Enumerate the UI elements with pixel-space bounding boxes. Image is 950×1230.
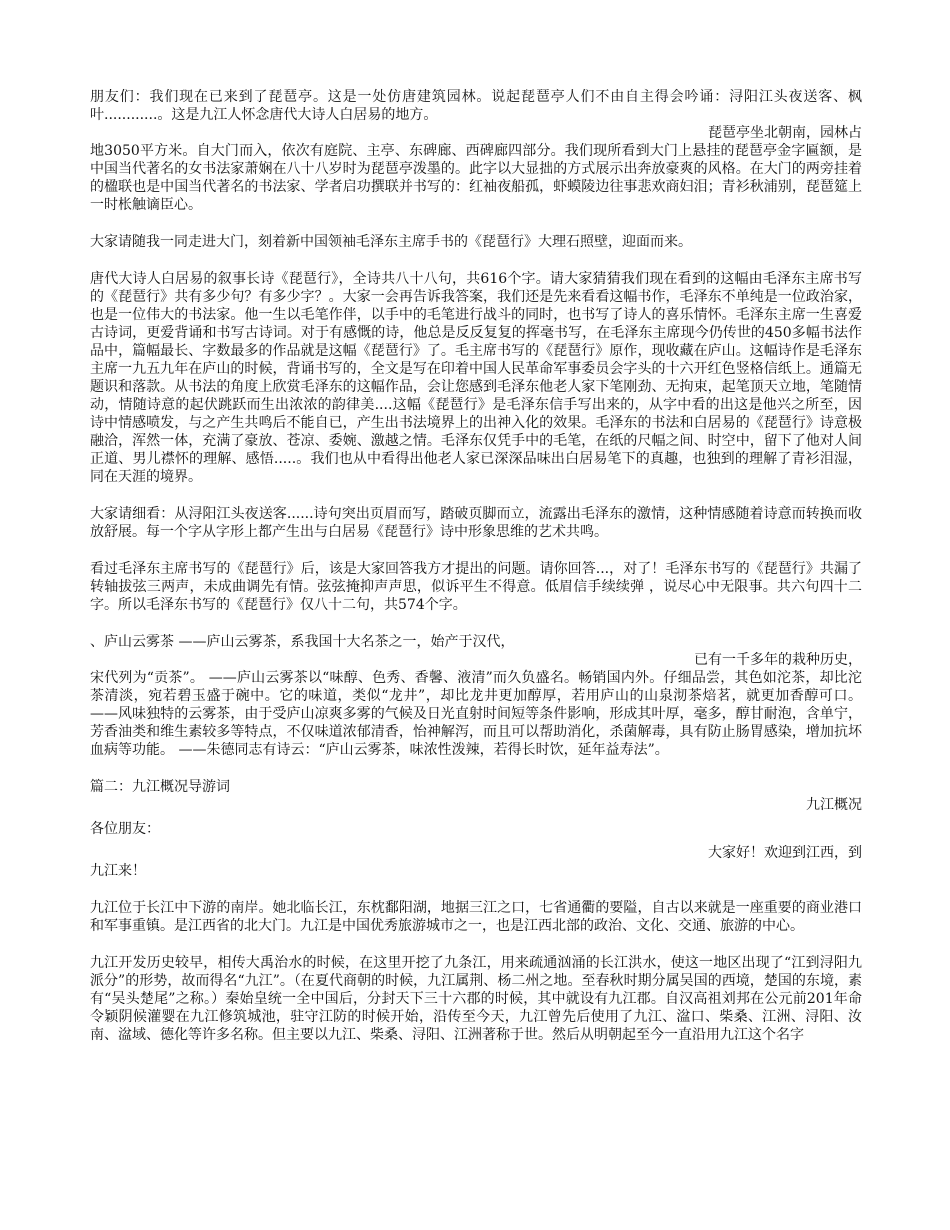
- paragraph-greeting: [90, 820, 862, 838]
- tea-right-fragment: 已有一千多年的栽种历史，: [694, 652, 862, 668]
- intro-continuation: 地3050平方米。自大门而入，依次有庭院、主亭、东碑廊、西碑廊四部分。我们现所看到大门上悬挂的琵琶亭金字匾额，是中国当代著名的女书法家萧娴在八十八岁时为琵琶亭泼墨的。此字以大显拙的方式展示出奔放豪爽的风格。在大门的两旁挂着的楹联也是中国当代著名的书法家、学者启功撰联并书写的：红袖夜船孤，虾蟆陵边往事悲欢商妇泪；青衫秋浦别，琵琶筵上一时枨触谪臣心。: [90, 143, 862, 213]
- section-heading-text: 篇二：九江概况导游词: [90, 779, 230, 795]
- paragraph-welcome: [90, 844, 862, 880]
- tea-continuation: 宋代列为“贡茶”。 ——庐山云雾茶以“味醇、色秀、香馨、液清”而久负盛名。畅销国内外。仔细品尝，其色如沱茶，却比沱茶清淡，宛若碧玉盛于碗中。它的味道，类似“龙井”，却比龙井更加醇厚，若用庐山的山泉沏茶焙茗，就更加香醇可口。 ——风味独特的云雾茶，由于受庐山凉爽多雾的气候及日光直射时间短等条件影响，形成其叶厚，毫多，醇甘耐泡，含单宁，芳香油类和维生素较多等特点，不仅味道浓郁清香，怡神解泻，而且可以帮助消化，杀菌解毒，具有防止肠胃感染，增加抗坏血病等功能。 ——朱德同志有诗云：“庐山云雾茶，味浓性泼辣，若得长时饮，延年益寿法”。: [90, 670, 862, 758]
- document-page: [90, 88, 862, 1044]
- welcome-continuation: 九江来！: [90, 863, 146, 879]
- section-heading-jiujiang: [90, 778, 862, 814]
- welcome-right-fragment: 大家好！欢迎到江西，到: [708, 845, 862, 861]
- intro-right-fragment: 琵琶亭坐北朝南，园林占: [708, 125, 862, 141]
- paragraph-look-closely: 大家请细看：从浔阳江头夜送客......诗句突出页眉而写，踏破页脚而立，流露出毛泽东的激情，这种情感随着诗意而转换而收放舒展。每一个字从字形上都产生出与白居易《琵琶行》诗中形象思维的艺术共鸣。: [90, 506, 862, 540]
- paragraph-answer: 看过毛泽东主席书写的《琵琶行》后，该是大家回答我方才提出的问题。请你回答...，对了！毛泽东书写的《琵琶行》共漏了转轴拔弦三两声，未成曲调先有情。弦弦掩抑声声思，似诉平生不得意。低眉信手续续弹 ，说尽心中无限事。共六句四十二字。所以毛泽东书写的《琵琶行》仅八十二句，共574个字。: [90, 561, 862, 613]
- paragraph-jiujiang-history: 九江开发历史较早，相传大禹治水的时候，在这里开挖了九条江，用来疏通汹涌的长江洪水，使这一地区出现了“江到浔阳九派分”的形势，故而得名“九江”。（在夏代商朝的时候，九江属荆、杨二州之地。至春秋时期分属吴国的西境，楚国的东境，素有“吴头楚尾”之称。）秦始皇统一全中国后，分封天下三十六郡的时候，其中就设有九江郡。自汉高祖刘邦在公元前201年命令颖阴候灌婴在九江修筑城池，驻守江防的时候开始，沿传至今天，九江曾先后使用了九江、湓口、柴桑、江洲、浔阳、汝南、湓域、德化等许多名称。但主要以九江、柴桑、浔阳、江洲著称于世。然后从明朝起至今一直沿用九江这个名字: [90, 955, 862, 1043]
- paragraph-lushan-tea: [90, 633, 862, 759]
- intro-text: 朋友们：我们现在已来到了琵琶亭。这是一处仿唐建筑园林。说起琵琶亭人们不由自主得会吟诵：浔阳江头夜送客、枫叶............。这是九江人怀念唐代大诗人白居易的地方。: [90, 89, 862, 123]
- paragraph-enter-gate: 大家请随我一同走进大门，刻着新中国领袖毛泽东主席手书的《琵琶行》大理石照壁，迎面而来。: [90, 234, 692, 250]
- paragraph-mao-calligraphy: 唐代大诗人白居易的叙事长诗《琵琶行》，全诗共八十八句，共616个字。请大家猜猜我们现在看到的这幅由毛泽东主席书写的《琵琶行》共有多少句？有多少字？。大家一会再告诉我答案，我们还是先来看看这幅书作，毛泽东不单纯是一位政治家，也是一位伟大的书法家。他一生以毛笔作伴，以手中的毛笔进行战斗的同时，也书写了诗人的喜乐情怀。毛泽东主席一生喜爱古诗词，更爱背诵和书写古诗词。对于有感慨的诗，他总是反反复复的挥毫书写，在毛泽东主席现今仍传世的450多幅书法作品中，篇幅最长、字数最多的作品就是这幅《琵琶行》了。毛主席书写的《琵琶行》原作，现收藏在庐山。这幅诗作是毛泽东主席一九五九年在庐山的时候，背诵书写的，全文是写在印着中国人民革命军事委员会字头的十六开红色竖格信纸上。通篇无题识和落款。从书法的角度上欣赏毛泽东的这幅作品，会让您感到毛泽东他老人家下笔刚劲、无拘束，起笔顶天立地，笔随情动，情随诗意的起伏跳跃而生出浓浓的韵律美....这幅《琵琶行》是毛泽东信手写出来的，从字中看的出这是他兴之所至，因诗中情感喷发，与之产生共鸣后不能自已，产生出书法境界上的出神入化的效果。毛泽东的书法和白居易的《琵琶行》诗意极融洽，浑然一体，充满了豪放、苍凉、委婉、激越之情。毛泽东仅凭手中的毛笔，在纸的尺幅之间、时空中，留下了他对人间正道、男儿襟怀的理解、感悟.....。我们也从中看得出他老人家已深深品味出白居易笔下的真趣，也独到的理解了青衫泪湿，同在天涯的境界。: [90, 271, 862, 485]
- section-subheading-right: 九江概况: [806, 797, 862, 813]
- tea-text: 、庐山云雾茶 ——庐山云雾茶，系我国十大名茶之一，始产于汉代，: [90, 634, 515, 650]
- greeting-text: 各位朋友：: [90, 821, 160, 837]
- paragraph-pipa-pavilion-intro: [90, 88, 862, 214]
- paragraph-jiujiang-location: 九江位于长江中下游的南岸。她北临长江，东枕鄱阳湖，地据三江之口，七省通衢的要隘，自古以来就是一座重要的商业港口和军事重镇。是江西省的北大门。九江是中国优秀旅游城市之一，也是江西北部的政治、文化、交通、旅游的中心。: [90, 900, 862, 934]
